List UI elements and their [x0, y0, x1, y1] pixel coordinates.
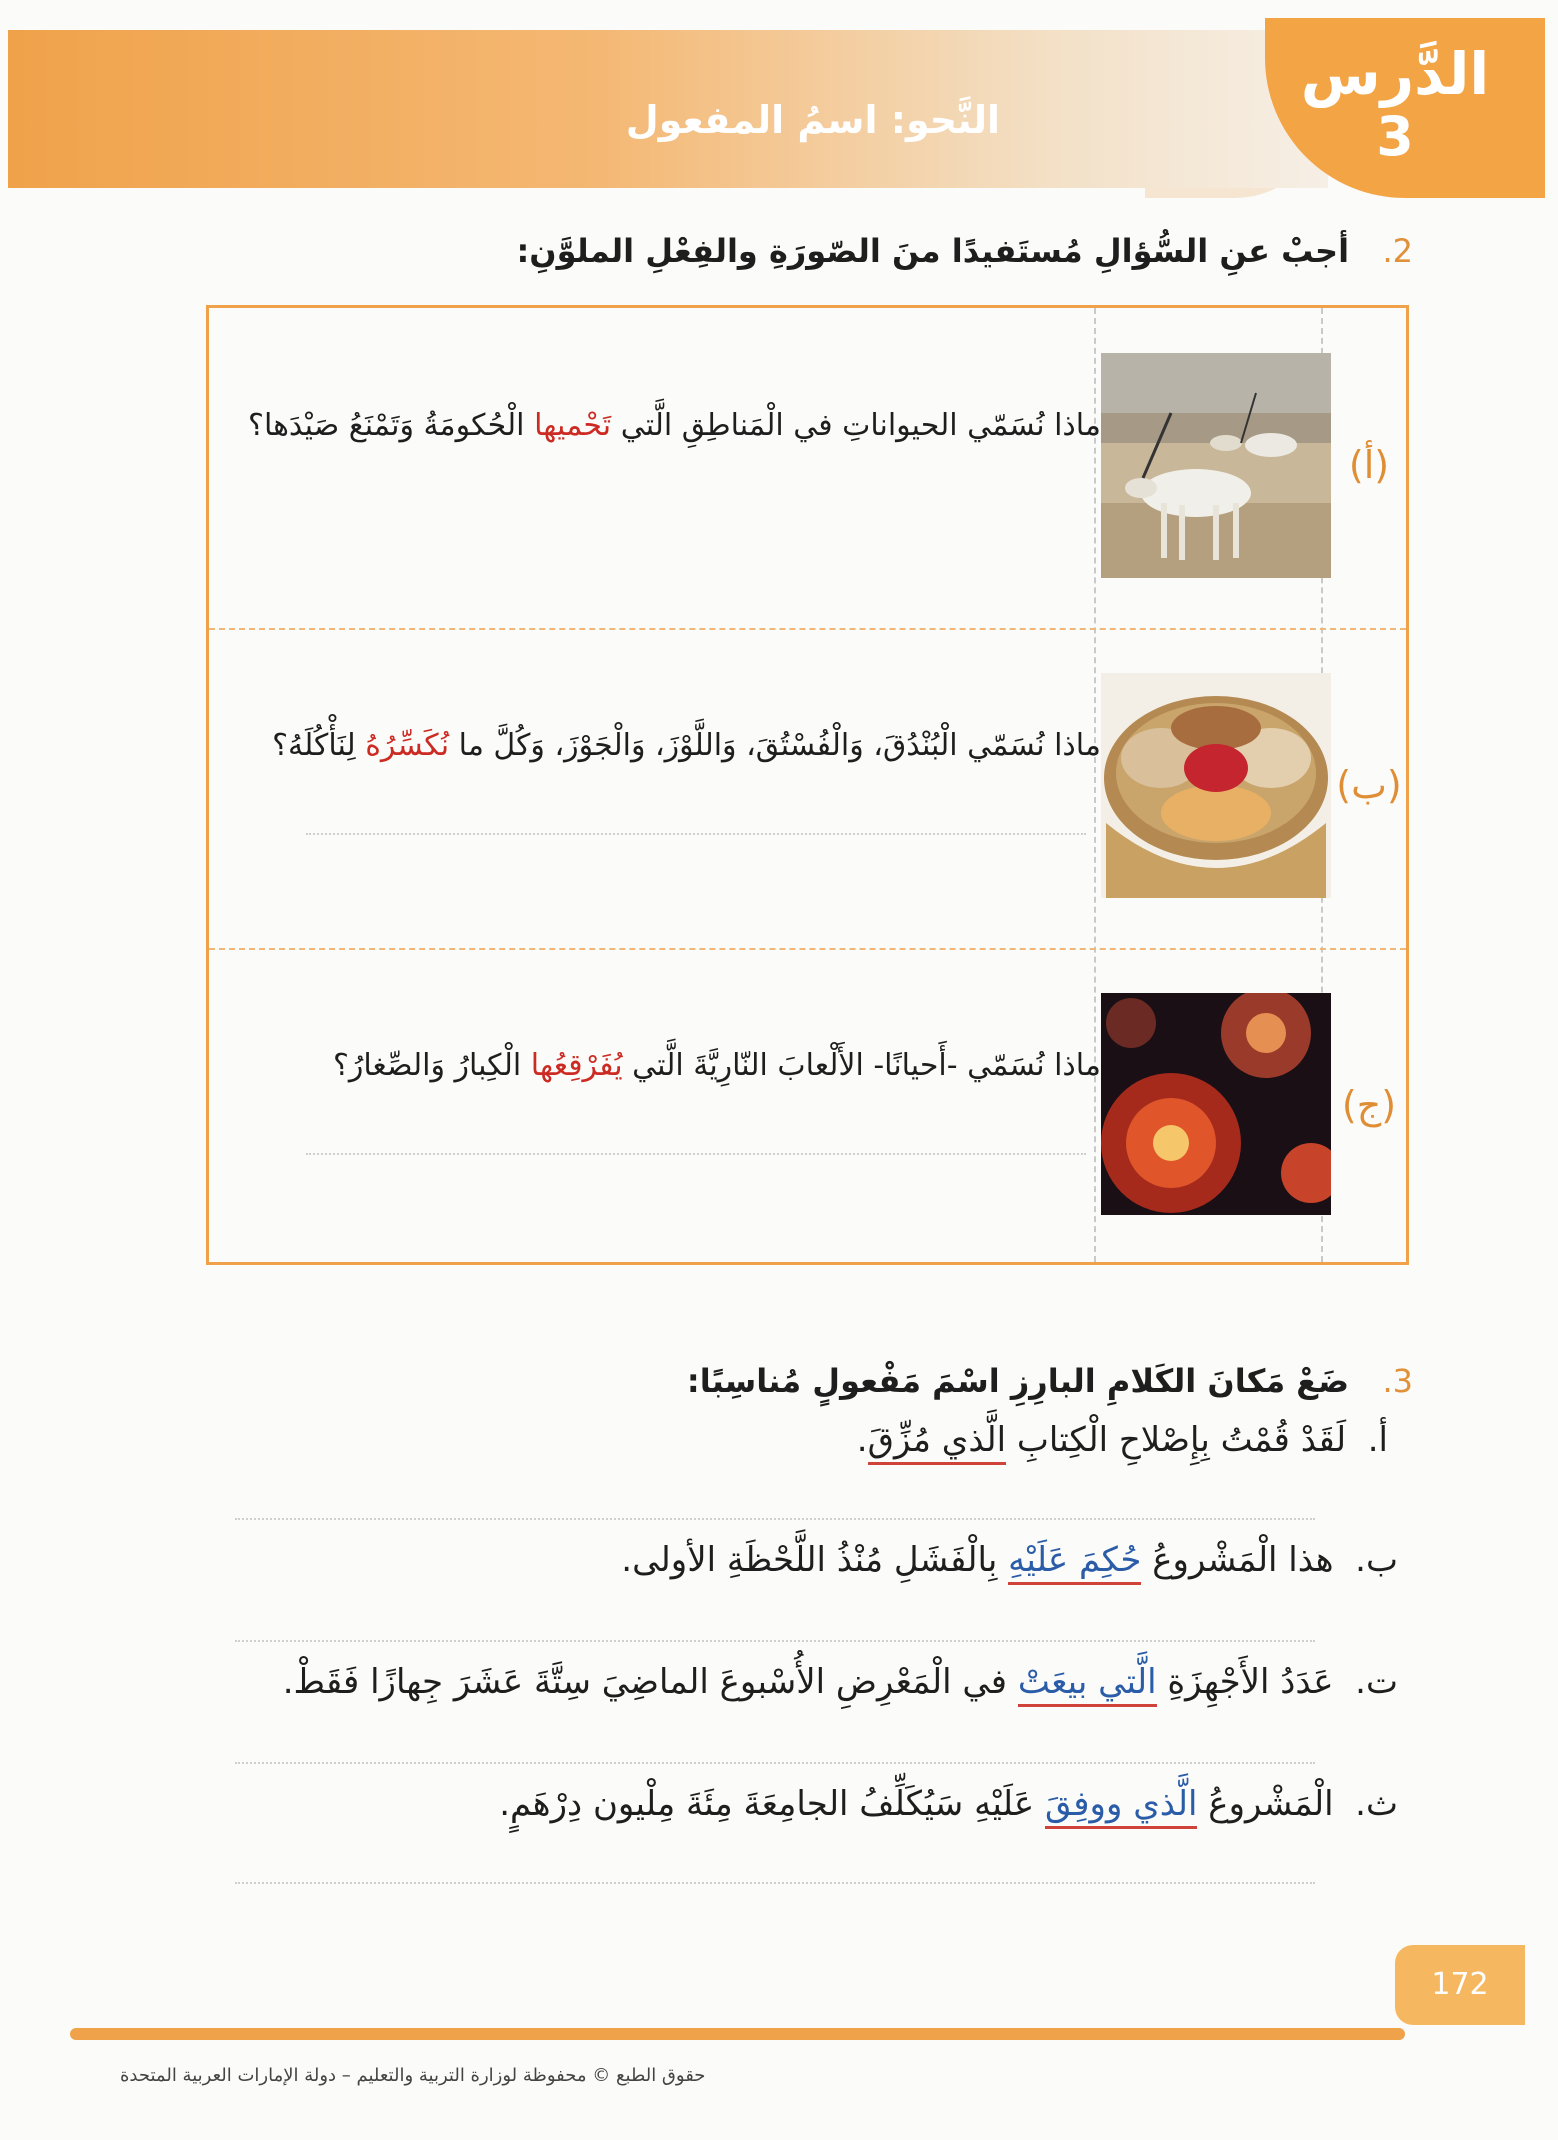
answer-line: [306, 833, 1086, 835]
item-text: لَقَدْ قُمْتُ بِإِصْلاحِ الْكِتابِ: [1006, 1420, 1347, 1460]
bold-phrase: الَّذي مُزِّقَ: [868, 1420, 1006, 1465]
item-label: ت.: [1355, 1662, 1398, 1702]
nuts-basket-photo: [1101, 673, 1331, 898]
item-text-end: بِالْفَشَلِ مُنْذُ اللَّحْظَةِ الأولى.: [621, 1540, 1009, 1580]
question-b-text: ماذا نُسَمّي الْبُنْدُقَ، وَالْفُسْتُقَ، وَاللَّوْزَ، وَالْجَوْزَ، وَكُلَّ ما: [449, 728, 1101, 763]
q2-number: 2.: [1382, 232, 1413, 270]
question-b: [272, 728, 1101, 763]
row-letter: (أ): [1348, 443, 1390, 487]
item-text: عَدَدُ الأَجْهِزَةِ: [1156, 1662, 1334, 1702]
bold-phrase: الَّذي ووفِقَ: [1045, 1784, 1198, 1829]
bold-phrase: حُكِمَ عَلَيْهِ: [1008, 1540, 1141, 1585]
exercise-item-a: [857, 1420, 1388, 1460]
q2-instruction: أجبْ عنِ السُّؤالِ مُستَفيدًا منَ الصّورَةِ والفِعْلِ الملوَّنِ:: [516, 232, 1350, 270]
item-label: ب.: [1355, 1540, 1398, 1580]
bold-phrase: الَّتي بيعَتْ: [1018, 1662, 1157, 1707]
question-b-text-end: لِنَأْكُلَهُ؟: [272, 728, 366, 763]
highlighted-verb: يُفَرْقِعُها: [530, 1048, 623, 1083]
row-divider: [209, 628, 1406, 630]
item-text: الْمَشْروعُ: [1197, 1784, 1334, 1824]
question-c-text: ماذا نُسَمّي -أَحيانًا- الأَلْعابَ النّارِيَّةَ الَّتي: [622, 1048, 1101, 1083]
highlighted-verb: تَحْميها: [534, 408, 612, 443]
answer-line: [306, 1153, 1086, 1155]
footer-bar: [70, 2028, 1405, 2040]
answer-line: [235, 1640, 1315, 1642]
exercise-item-b: [621, 1540, 1398, 1580]
item-label: أ.: [1367, 1420, 1388, 1460]
q3-number: 3.: [1382, 1362, 1413, 1400]
question-a-text-end: الْحُكومَةُ وَتَمْنَعُ صَيْدَها؟: [248, 408, 535, 443]
q3-instruction: ضَعْ مَكانَ الكَلامِ البارِزِ اسْمَ مَفْعولٍ مُناسِبًا:: [686, 1362, 1350, 1400]
table-divider: [1094, 308, 1096, 1262]
answer-line: [235, 1762, 1315, 1764]
item-text-end: في الْمَعْرِضِ الأُسْبوعَ الماضِيَ سِتَّةَ عَشَرَ جِهازًا فَقَطْ.: [282, 1662, 1018, 1702]
question-c-text-end: الْكِبارُ وَالصِّغارُ؟: [332, 1048, 531, 1083]
page-number-badge: 172: [1395, 1945, 1525, 2025]
row-letter: (ب): [1336, 763, 1402, 807]
question-a: [248, 408, 1101, 443]
row-letter: (ج): [1341, 1083, 1397, 1127]
row-divider: [209, 948, 1406, 950]
item-text-end: عَلَيْهِ سَيُكَلِّفُ الجامِعَةَ مِئَةَ مِلْيون دِرْهَمٍ.: [499, 1784, 1045, 1824]
item-text-end: .: [856, 1420, 868, 1460]
oryx-photo: [1101, 353, 1331, 578]
item-text: هذا الْمَشْروعُ: [1141, 1540, 1334, 1580]
q3-header: [687, 1362, 1413, 1400]
lesson-title: النَّحو: اسمُ المفعول: [625, 98, 1000, 142]
questions-table: [206, 305, 1409, 1265]
highlighted-verb: نُكَسِّرُهُ: [365, 728, 450, 763]
exercise-item-c: [283, 1662, 1398, 1702]
question-a-text: ماذا نُسَمّي الحيواناتِ في الْمَناطِقِ الَّتي: [611, 408, 1101, 443]
question-c: [281, 1048, 1101, 1083]
item-label: ث.: [1355, 1784, 1398, 1824]
q2-header: [516, 232, 1413, 270]
exercise-item-d: [499, 1784, 1398, 1824]
answer-line: [235, 1518, 1315, 1520]
copyright-notice: حقوق الطبع © محفوظة لوزارة التربية والتعليم – دولة الإمارات العربية المتحدة: [120, 2065, 706, 2086]
lesson-number: 3: [1376, 105, 1414, 168]
answer-line: [235, 1882, 1315, 1884]
lesson-word: الدَّرس: [1300, 40, 1490, 108]
fireworks-photo: [1101, 993, 1331, 1215]
